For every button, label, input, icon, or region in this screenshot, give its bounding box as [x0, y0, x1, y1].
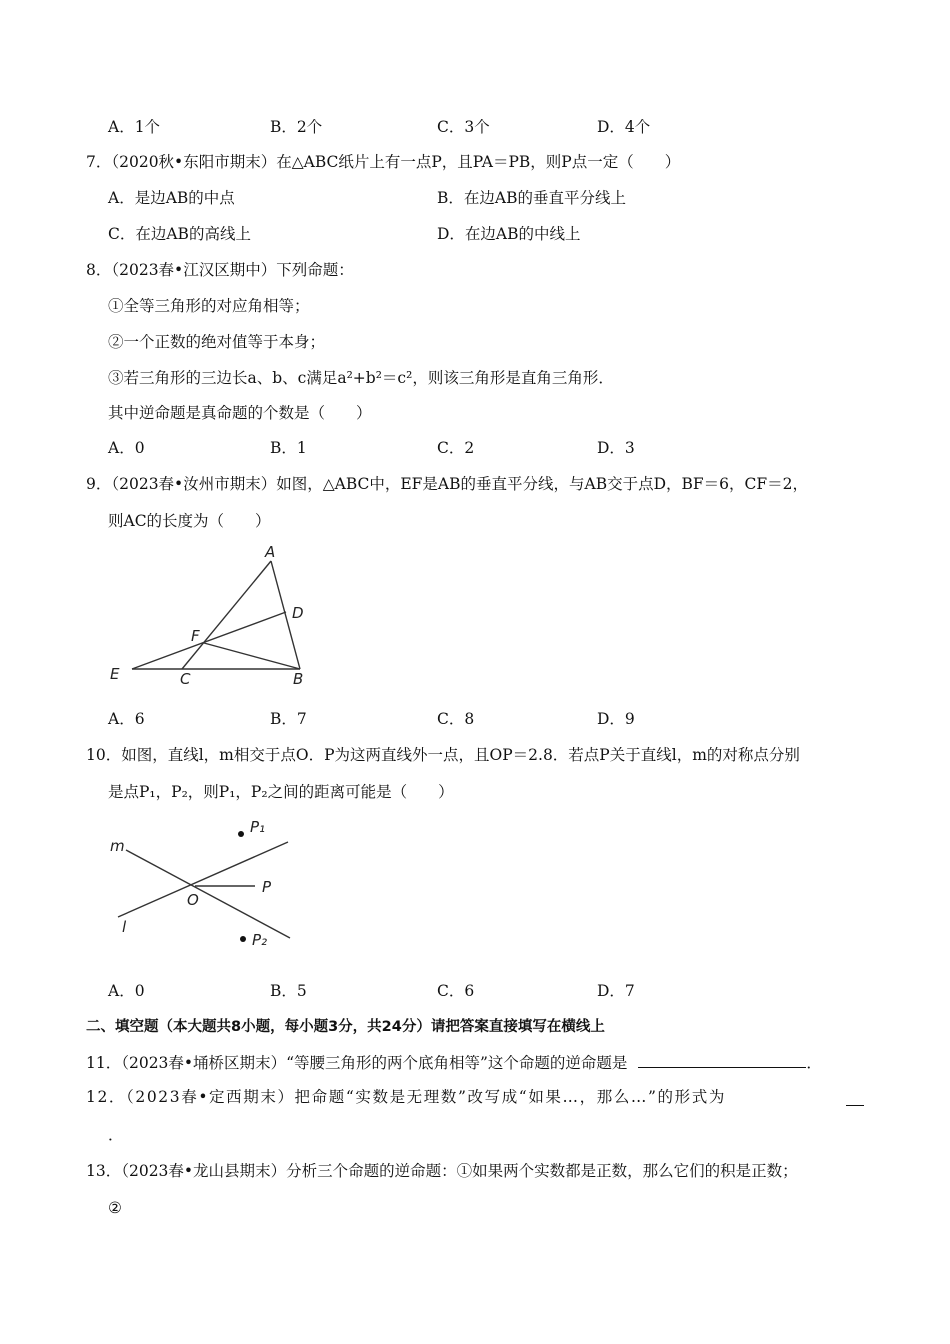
- q13-item-2: ②: [108, 1199, 122, 1217]
- q6-option-d: D．4个: [597, 118, 651, 136]
- label-c: C: [180, 670, 191, 688]
- q10-option-d: D．7: [597, 982, 635, 1000]
- label-b: B: [293, 670, 304, 688]
- q12-stem: 12．（2023春•定西期末）把命题“实数是无理数”改写成“如果…，那么…”的形式为: [86, 1088, 726, 1106]
- q11-stem: [86, 1051, 822, 1074]
- q9-triangle-figure: [100, 540, 320, 690]
- line-ca: [182, 561, 271, 669]
- q7-stem: 7．（2020秋•东阳市期末）在△ABC纸片上有一点P，且PA＝PB，则P点一定（ ）: [86, 153, 681, 171]
- line-fb: [204, 643, 300, 669]
- label-l: l: [122, 918, 127, 936]
- q9-stem-line1: 9．（2023春•汝州市期末）如图，△ABC中，EF是AB的垂直平分线，与AB交于点D，BF＝6，CF＝2，: [86, 475, 809, 493]
- q7-option-c: C．在边AB的高线上: [108, 225, 251, 243]
- q11-answer-blank[interactable]: [638, 1051, 806, 1068]
- label-o: O: [187, 891, 199, 909]
- label-p: P: [262, 878, 272, 896]
- label-d: D: [292, 604, 304, 622]
- q6-option-a: A．1个: [108, 118, 161, 136]
- label-e: E: [110, 665, 120, 683]
- q7-option-b: B．在边AB的垂直平分线上: [437, 189, 626, 207]
- q10-option-b: B．5: [270, 982, 307, 1000]
- q9-option-d: D．9: [597, 710, 635, 728]
- section-2-title: 二、填空题（本大题共8小题，每小题3分，共24分）请把答案直接填写在横线上: [86, 1019, 605, 1035]
- label-p1: P₁: [250, 818, 266, 836]
- q7-option-d: D．在边AB的中线上: [437, 225, 581, 243]
- q12-answer-blank[interactable]: [846, 1089, 864, 1106]
- label-f: F: [191, 627, 200, 645]
- line-ed: [132, 612, 286, 669]
- q6-option-b: B．2个: [270, 118, 323, 136]
- q8-stem: 8．（2023春•江汉区期中）下列命题：: [86, 261, 354, 279]
- q8-item-3: ③若三角形的三边长a、b、c满足a²+b²＝c²，则该三角形是直角三角形．: [108, 369, 614, 387]
- q12-end: ．: [108, 1126, 124, 1144]
- q7-option-a: A．是边AB的中点: [108, 189, 235, 207]
- q9-option-c: C．8: [437, 710, 475, 728]
- q6-option-c: C．3个: [437, 118, 490, 136]
- q8-option-d: D．3: [597, 439, 635, 457]
- q9-stem-line2: 则AC的长度为（ ）: [108, 512, 271, 530]
- q8-item-1: ①全等三角形的对应角相等；: [108, 297, 310, 315]
- label-a: A: [265, 543, 276, 561]
- q9-option-a: A．6: [108, 710, 145, 728]
- q10-stem-line1: 10．如图，直线l，m相交于点O．P为这两直线外一点，且OP＝2.8．若点P关于直线l，m的对称点分别: [86, 746, 800, 764]
- q8-item-2: ②一个正数的绝对值等于本身；: [108, 333, 326, 351]
- q8-option-b: B．1: [270, 439, 307, 457]
- q11-end: ．: [806, 1054, 822, 1072]
- q11-text: 11．（2023春•埇桥区期末）“等腰三角形的两个底角相等”这个命题的逆命题是: [86, 1054, 628, 1072]
- q8-option-a: A．0: [108, 439, 145, 457]
- q8-option-c: C．2: [437, 439, 475, 457]
- q8-ask: 其中逆命题是真命题的个数是（ ）: [108, 404, 372, 422]
- point-p1: [238, 831, 244, 837]
- q9-option-b: B．7: [270, 710, 307, 728]
- label-m: m: [110, 837, 125, 855]
- label-p2: P₂: [252, 931, 268, 949]
- q10-stem-line2: 是点P₁，P₂，则P₁，P₂之间的距离可能是（ ）: [108, 783, 454, 801]
- q10-option-c: C．6: [437, 982, 475, 1000]
- q10-option-a: A．0: [108, 982, 145, 1000]
- point-p2: [240, 936, 246, 942]
- q10-lines-figure: [100, 812, 320, 962]
- q13-stem: 13．（2023春•龙山县期末）分析三个命题的逆命题：①如果两个实数都是正数，那么它们的积是正数；: [86, 1162, 798, 1180]
